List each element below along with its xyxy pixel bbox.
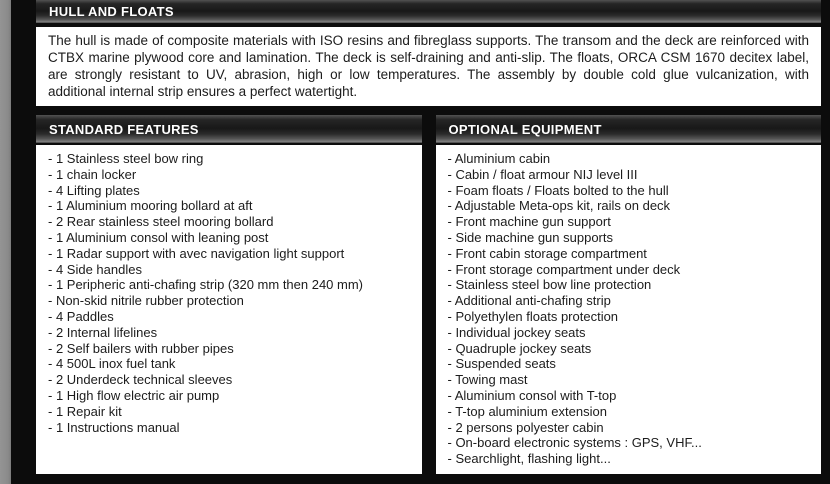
page-edge-strip bbox=[0, 0, 11, 484]
list-item: - Foam floats / Floats bolted to the hull bbox=[447, 182, 669, 198]
hull-description-text: The hull is made of composite materials with ISO resins and fibreglass supports. The transom and the deck are reinforced with CTBX marine plywood core and lamination. The deck is self-draining and anti-slip. The floats, ORCA CSM 1670 decitex label, are strongly resistant to UV, abrasion, high or low temperatures. The assembly by double cold glue vulcanization, with additional internal strip ensures a perfect watertight. bbox=[36, 27, 821, 106]
list-item: - Individual jockey seats bbox=[447, 324, 586, 340]
list-item: - Side machine gun supports bbox=[447, 229, 613, 245]
list-item: - T-top aluminium extension bbox=[447, 403, 607, 419]
optional-equipment-title: OPTIONAL EQUIPMENT bbox=[448, 121, 602, 137]
list-item: - On-board electronic systems : GPS, VHF... bbox=[447, 435, 702, 451]
optional-equipment-list bbox=[436, 145, 822, 474]
standard-features-title: STANDARD FEATURES bbox=[49, 121, 199, 137]
list-item: - Towing mast bbox=[447, 372, 528, 388]
list-item: - 1 Stainless steel bow ring bbox=[48, 151, 204, 166]
list-item: - 4 Lifting plates bbox=[48, 182, 140, 198]
list-item: - Additional anti-chafing strip bbox=[447, 293, 611, 309]
list-item: - 1 Peripheric anti-chafing strip (320 mm then 240 mm) bbox=[48, 277, 364, 293]
list-item: - Aluminium cabin bbox=[447, 151, 551, 166]
hull-and-floats-section bbox=[36, 0, 821, 106]
list-item: - 2 Rear stainless steel mooring bollard bbox=[48, 214, 274, 230]
list-item: - Stainless steel bow line protection bbox=[447, 277, 652, 293]
list-item: - 4 Side handles bbox=[48, 261, 142, 277]
list-item: - 2 persons polyester cabin bbox=[447, 419, 604, 435]
list-item: - Non-skid nitrile rubber protection bbox=[48, 293, 244, 309]
list-item: - Polyethylen floats protection bbox=[447, 308, 619, 324]
hull-section-title: HULL AND FLOATS bbox=[49, 4, 174, 19]
list-item: - Quadruple jockey seats bbox=[447, 340, 592, 356]
optional-equipment-header bbox=[436, 115, 822, 143]
list-item: - Front machine gun support bbox=[447, 214, 611, 230]
list-item: - 1 Instructions manual bbox=[48, 419, 180, 435]
standard-features-header bbox=[36, 115, 422, 143]
list-item: - Cabin / float armour NIJ level III bbox=[447, 166, 638, 182]
list-item: - Front storage compartment under deck bbox=[447, 261, 681, 277]
spec-sheet bbox=[36, 0, 821, 474]
list-item: - Adjustable Meta-ops kit, rails on deck bbox=[447, 198, 671, 214]
list-item: - Searchlight, flashing light... bbox=[447, 451, 611, 467]
list-item: - Aluminium consol with T-top bbox=[447, 387, 617, 403]
list-item: - Front cabin storage compartment bbox=[447, 245, 647, 261]
list-item: - 1 Aluminium consol with leaning post bbox=[48, 229, 269, 245]
features-columns bbox=[36, 115, 821, 474]
list-item: - 1 High flow electric air pump bbox=[48, 387, 220, 403]
list-item: - 4 500L inox fuel tank bbox=[48, 356, 176, 372]
list-item: - 1 Aluminium mooring bollard at aft bbox=[48, 198, 253, 214]
list-item: - Suspended seats bbox=[447, 356, 556, 372]
list-item: - 1 chain locker bbox=[48, 166, 137, 182]
list-item: - 2 Self bailers with rubber pipes bbox=[48, 340, 234, 356]
list-item: - 1 Repair kit bbox=[48, 403, 122, 419]
standard-features-list bbox=[36, 145, 422, 474]
list-item: - 1 Radar support with avec navigation light support bbox=[48, 245, 345, 261]
optional-equipment-section bbox=[436, 115, 822, 474]
hull-section-header bbox=[36, 0, 821, 23]
list-item: - 2 Underdeck technical sleeves bbox=[48, 372, 233, 388]
standard-features-section bbox=[36, 115, 422, 474]
list-item: - 4 Paddles bbox=[48, 308, 114, 324]
list-item: - 2 Internal lifelines bbox=[48, 324, 158, 340]
